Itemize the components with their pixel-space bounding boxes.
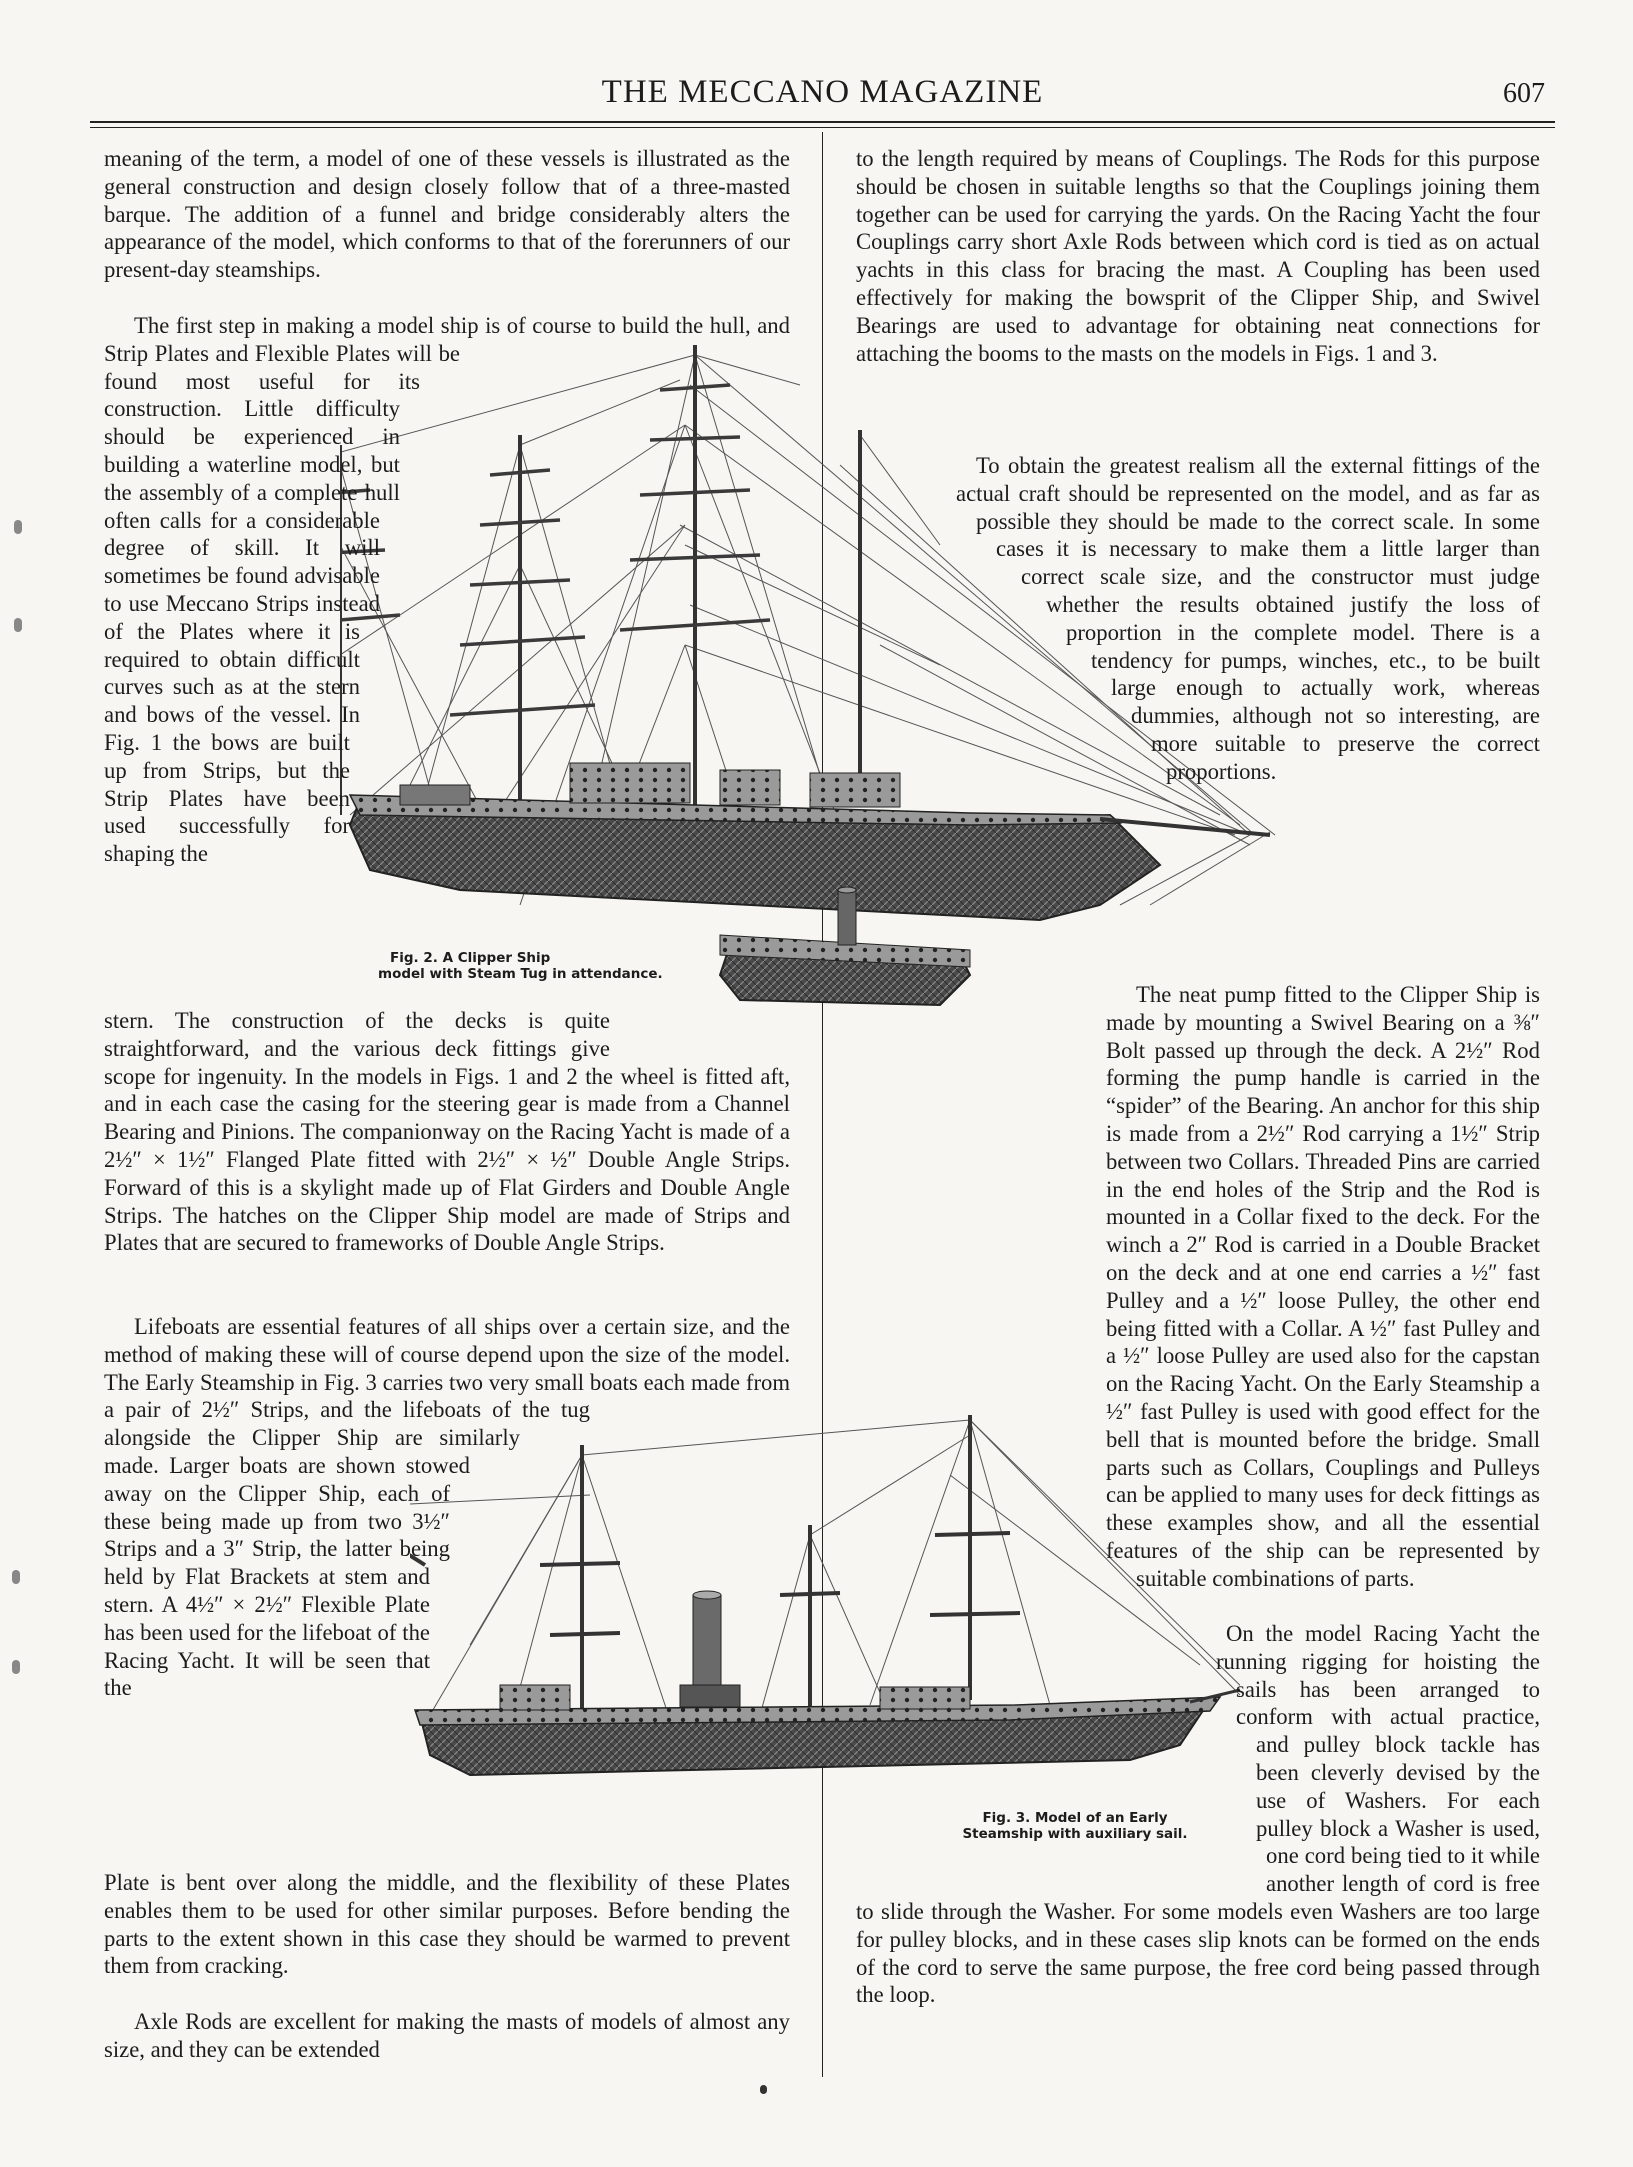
left-column-para-1 — [104, 145, 790, 284]
figure-2-caption-line1: Fig. 2. A Clipper Ship — [390, 950, 551, 966]
paragraph: stern. The construction of the decks is quite straightforward, and the various deck fittings give scope for ingenuity. In the models in Figs. 1 and 2 the wheel is fitted aft, and in each case the casing for the steering gear is made from a Channel Bearing and Pinions. The companionway on the Racing Yacht is made of a 2½″ × 1½″ Flanged Plate fitted with 2½″ × ½″ Double Angle Strips. Forward of this is a skylight made up of Flat Girders and Double Angle Strips. The hatches on the Clipper Ship model are made of Strips and Plates that are secured to frameworks of Double Angle Strips. — [104, 1008, 790, 1256]
figure-3-caption-line2: Steamship with auxiliary sail. — [962, 1826, 1188, 1842]
scan-mark — [760, 2085, 767, 2094]
paragraph: To obtain the greatest realism all the external fittings of the actual craft should be represented on the model, and as far as possible they should be made to the correct scale. In some cases it is necessary to make them a little larger than correct scale size, and the constructor must judge whether the results obtained justify the loss of proportion in the complete model. There is a tendency for pumps, winches, etc., to be built large enough to actually work, whereas dummies, although not so interesting, are more suitable to preserve the correct proportions. — [956, 453, 1540, 784]
scan-mark — [14, 618, 22, 632]
paragraph: The first step in making a model ship is of course to build the hull, and Strip Plates and Flexible Plates will be found most useful for its construction. Little difficulty should be experienced in building a waterline model, but the assembly of a complete hull often calls for a considerable degree of skill. It will sometimes be found advisable to use Meccano Strips instead of the Plates where it is required to obtain difficult curves such as at the stern and bows of the vessel. In Fig. 1 the bows are built up from Strips, but the Strip Plates have been used successfully for shaping the — [104, 313, 790, 867]
page-header — [90, 70, 1555, 118]
paragraph: Plate is bent over along the middle, and the flexibility of these Plates enables them to be used for other similar purposes. Before bending the parts to the extent shown in this case they should be warmed to prevent them from cracking. — [104, 1870, 790, 1979]
paragraph: Lifeboats are essential features of all ships over a certain size, and the method of making these will of course depend upon the size of the model. The Early Steamship in Fig. 3 carries two very small boats each made from a pair of 2½″ Strips, and the lifeboats of the tug alongside the Clipper Ship are similarly made. Larger boats are shown stowed away on the Clipper Ship, each of these being made up from two 3½″ Strips and a 3″ Strip, the latter being held by Flat Brackets at stem and stern. A 4½″ × 2½″ Flexible Plate has been used for the lifeboat of the Racing Yacht. It will be seen that the — [104, 1314, 790, 1701]
right-column-para-4 — [856, 1620, 1540, 2080]
left-column-para-4 — [104, 1313, 790, 1873]
figure-3-caption-line1: Fig. 3. Model of an Early — [982, 1810, 1168, 1826]
left-column-para-5 — [104, 1869, 790, 1980]
page-title: THE MECCANO MAGAZINE — [601, 74, 1044, 110]
scan-mark — [12, 1570, 20, 1584]
header-rule — [90, 121, 1555, 123]
left-column-para-6 — [104, 2008, 790, 2064]
paragraph: The neat pump fitted to the Clipper Ship is made by mounting a Swivel Bearing on a ⅜″ Bolt passed up through the deck. A 2½″ Rod forming the pump handle is carried in the “spider” of the Bearing. An anchor for this ship is made from a 2½″ Rod carrying a 1½″ Strip between two Collars. Threaded Pins are carried in the end holes of the Strip and the Rod is mounted in a Collar fixed to the deck. For the winch a 2″ Rod is carried in a Double Bracket on the deck and at one end carries a ½″ fast Pulley and a ½″ loose Pulley, the other end being fitted with a Collar. A ½″ fast Pulley and a ½″ loose Pulley are used also for the capstan on the Racing Yacht. On the Early Steamship a ½″ fast Pulley is used with good effect for the bell that is mounted before the bridge. Small parts such as Collars, Couplings and Pulleys can be applied to many uses for deck fittings as these examples show, and all the essential features of the ship can be represented by suitable combinations of parts. — [1106, 982, 1540, 1591]
left-column-para-3 — [104, 1007, 790, 1257]
scan-mark — [12, 1660, 20, 1674]
right-column-para-1 — [856, 145, 1540, 465]
scan-mark — [14, 520, 22, 534]
paragraph: On the model Racing Yacht the running rigging for hoisting the sails has been arranged to conform with actual practice, and pulley block tackle has been cleverly devised by the use of Washers. For each pulley block a Washer is used, one cord being tied to it while another length of cord is free to slide through the Washer. For some models even Washers are too large for pulley blocks, and in these cases slip knots can be formed on the ends of the cord to serve the same purpose, the free cord being passed through the loop. — [856, 1621, 1540, 2008]
right-column-para-3 — [856, 981, 1540, 1631]
header-rule-thin — [90, 127, 1555, 128]
left-column-para-2 — [104, 312, 790, 1012]
paragraph: meaning of the term, a model of one of these vessels is illustrated as the general construction and design closely follow that of a three-masted barque. The addition of a funnel and bridge considerably alters the appearance of the model, which conforms to that of the forerunners of our present-day steamships. — [104, 146, 790, 283]
right-column-para-2 — [856, 452, 1540, 992]
figure-2-caption-line2: model with Steam Tug in attendance. — [378, 966, 663, 982]
page-number: 607 — [1503, 78, 1545, 109]
paragraph: to the length required by means of Couplings. The Rods for this purpose should be chosen in suitable lengths so that the Couplings joining them together can be used for carrying the yards. On the Racing Yacht the four Couplings carry short Axle Rods between which cord is tied as on actual yachts in this class for bracing the mast. A Coupling has been used effectively for making the bowsprit of the Clipper Ship, and Swivel Bearings are used to advantage for obtaining neat connections for attaching the booms to the masts on the models in Figs. 1 and 3. — [856, 146, 1540, 366]
paragraph: Axle Rods are excellent for making the masts of models of almost any size, and they can be extended — [104, 2009, 790, 2062]
